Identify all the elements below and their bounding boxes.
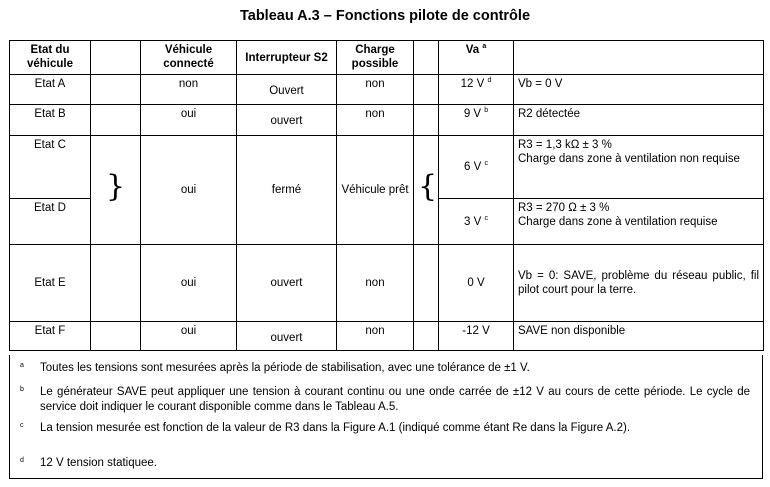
header-etat: Etat du véhicule xyxy=(10,41,91,75)
observation-line: Charge dans zone à ventilation requise xyxy=(518,216,718,228)
empty-cell xyxy=(91,245,141,322)
observation-line: Charge dans zone à ventilation non requise xyxy=(518,153,740,165)
vehicule-value: oui xyxy=(141,245,237,322)
empty-cell xyxy=(414,322,439,351)
vehicule-value: non xyxy=(141,75,237,105)
vehicule-value: oui xyxy=(141,105,237,136)
observation: Vb = 0: SAVE, problème du réseau public, fil pilot court pour la terre. xyxy=(514,245,764,322)
header-va: Va $^a$ xyxy=(439,41,514,75)
va-value: 3 V $^c$ xyxy=(439,199,514,245)
charge-value: non xyxy=(337,75,414,105)
observation xyxy=(514,136,764,199)
footnote: c La tension mesurée est fonction de la valeur de R3 dans la Figure A.1 (indiqué comme étant Re dans la Figure A.2). xyxy=(20,422,631,434)
charge-value: non xyxy=(337,322,414,351)
footnote: a Toutes les tensions sont mesurées après la période de stabilisation, avec une tolérance de ±1 V. xyxy=(20,362,530,374)
row-etat-b xyxy=(10,105,764,136)
observation xyxy=(514,199,764,245)
charge-value: Véhicule prêt xyxy=(337,136,414,245)
interrupteur-value: fermé xyxy=(237,136,337,245)
etat-label: Etat F xyxy=(10,322,91,351)
header-vehicule: Véhicule connecté xyxy=(141,41,237,75)
table-title: Tableau A.3 – Fonctions pilote de contrôle xyxy=(239,8,531,24)
brace-right-cell xyxy=(414,136,439,245)
etat-label: Etat C xyxy=(10,136,91,199)
interrupteur-value: ouvert xyxy=(237,105,337,136)
empty-cell xyxy=(414,75,439,105)
interrupteur-value: Ouvert xyxy=(237,75,337,105)
row-etat-f xyxy=(10,322,764,351)
va-value: 6 V $^c$ xyxy=(439,136,514,199)
table-footnotes xyxy=(9,355,763,479)
row-etat-e xyxy=(10,245,764,322)
etat-label: Etat D xyxy=(10,199,91,245)
observation: SAVE non disponible xyxy=(514,322,764,351)
empty-cell xyxy=(414,105,439,136)
brace-left-cell xyxy=(91,136,141,245)
empty-cell xyxy=(91,105,141,136)
footnote: b Le générateur SAVE peut appliquer une tension à courant continu ou une onde carrée de ±12 V au cours de cette période. Le cycle de service doit indiquer le courant disponible comme dans le Tableau A.5. xyxy=(20,386,750,413)
etat-label: Etat E xyxy=(10,245,91,322)
header-empty-1 xyxy=(91,41,141,75)
header-interrupteur: Interrupteur S2 xyxy=(237,41,337,75)
charge-value: non xyxy=(337,105,414,136)
vehicule-value: oui xyxy=(141,136,237,245)
observation: R2 détectée xyxy=(514,105,764,136)
vehicule-value: oui xyxy=(141,322,237,351)
va-value: 0 V xyxy=(439,245,514,322)
va-value: -12 V xyxy=(439,322,514,351)
header-empty-2 xyxy=(414,41,439,75)
empty-cell xyxy=(91,75,141,105)
observation-line: R3 = 1,3 kΩ ± 3 % xyxy=(518,139,612,151)
row-etat-c xyxy=(10,136,764,199)
va-value: 12 V $^d$ xyxy=(439,75,514,105)
pilot-function-table xyxy=(9,40,764,351)
interrupteur-value: ouvert xyxy=(237,322,337,351)
observation: Vb = 0 V xyxy=(514,75,764,105)
etat-label: Etat B xyxy=(10,105,91,136)
va-value: 9 V $^b$ xyxy=(439,105,514,136)
header-row xyxy=(10,41,764,75)
header-charge: Charge possible xyxy=(337,41,414,75)
brace-left: } xyxy=(105,169,126,204)
empty-cell xyxy=(414,245,439,322)
header-empty-3 xyxy=(514,41,764,75)
interrupteur-value: ouvert xyxy=(237,245,337,322)
empty-cell xyxy=(91,322,141,351)
etat-label: Etat A xyxy=(10,75,91,105)
footnote: d 12 V tension statiquee. xyxy=(20,457,157,469)
row-etat-a xyxy=(10,75,764,105)
observation-line: R3 = 270 Ω ± 3 % xyxy=(518,202,610,214)
brace-right: { xyxy=(418,169,438,204)
charge-value: non xyxy=(337,245,414,322)
